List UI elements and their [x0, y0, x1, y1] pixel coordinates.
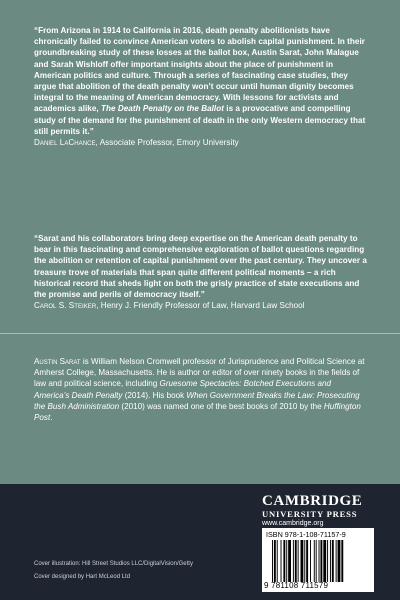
cover-design-credit: Cover designed by Hart McLeod Ltd — [34, 574, 131, 580]
isbn-barcode — [262, 528, 374, 592]
publisher-logo — [262, 493, 390, 528]
endorsement-2 — [34, 233, 368, 311]
bio-author-name: Austin Sarat — [34, 357, 81, 366]
endorsement-1 — [34, 25, 368, 148]
endorsement-1-role: , Associate Professor, Emory University — [95, 138, 239, 148]
barcode-icon — [272, 540, 368, 582]
publisher-subtitle: UNIVERSITY PRESS — [262, 509, 358, 519]
publisher-url: www.cambridge.org — [262, 520, 324, 527]
publisher-name: CAMBRIDGE — [262, 493, 363, 509]
barcode-digits: 9 781108 711579 — [264, 581, 329, 590]
divider-rule — [0, 333, 400, 334]
endorsement-2-role: , Henry J. Friendly Professor of Law, Harvard Law School — [96, 301, 305, 311]
cover-illustration-credit: Cover illustration: Hill Street Studios LLC/DigitalVision/Getty — [34, 561, 193, 567]
isbn-number: ISBN 978-1-108-71157-9 — [266, 530, 346, 539]
endorsement-1-author: Daniel LaChance — [34, 138, 96, 148]
endorsement-2-author: Carol S. Steiker — [34, 301, 97, 311]
endorsement-2-quote: “Sarat and his collaborators bring deep expertise on the American death penalty to bear in this fascinating and comprehensive exploration of ballot questions regarding the abolition or retention of capital punishment over the past century. They uncover a treasure trove of materials that span quite different political moments – a rich historical record that sheds light on both the grisly practice of state executions and the promise and perils of democracy itself.” — [34, 234, 367, 300]
endorsement-1-attribution — [34, 138, 239, 147]
author-bio: Austin Sarat is William Nelson Cromwell professor of Jurisprudence and Political Science at Amherst College, Massachusetts. He is author or editor of over ninety books in the fields of law and political science, including Gruesome Spectacles: Botched Executions and America’s Death Penalty (2014). His book When Government Breaks the Law: Prosecuting the Bush Administration (2010) was named one of the best books of 2010 by the Huffington Post. — [34, 357, 365, 423]
endorsement-1-quote: “From Arizona in 1914 to California in 2016, death penalty abolitionists have chronically failed to convince American voters to abolish capital punishment. In their groundbreaking study of these losses at the ballot box, Austin Sarat, John Malague and Sarah Wishloff offer important insights about the place of punishment in American politics and culture. Through a series of fascinating case studies, they argue that abolition of the death penalty won’t occur until human dignity becomes integral to the meaning of American democracy. With lessons for activists and academics alike, The Death Penalty on the Ballot is a provocative and compelling study of the demand for the punishment of death in the only Western democracy that still permits it.” — [34, 26, 366, 136]
endorsement-2-attribution — [34, 301, 305, 310]
endorsement-1-book-title: The Death Penalty on the Ballot — [101, 104, 224, 114]
bio-book-2: When Government Breaks the Law: Prosecuting the Bush Administration — [34, 390, 360, 411]
bio-source: Huffington Post — [34, 401, 361, 423]
bio-book-1: Gruesome Spectacles: Botched Executions and America’s Death Penalty — [34, 379, 331, 400]
